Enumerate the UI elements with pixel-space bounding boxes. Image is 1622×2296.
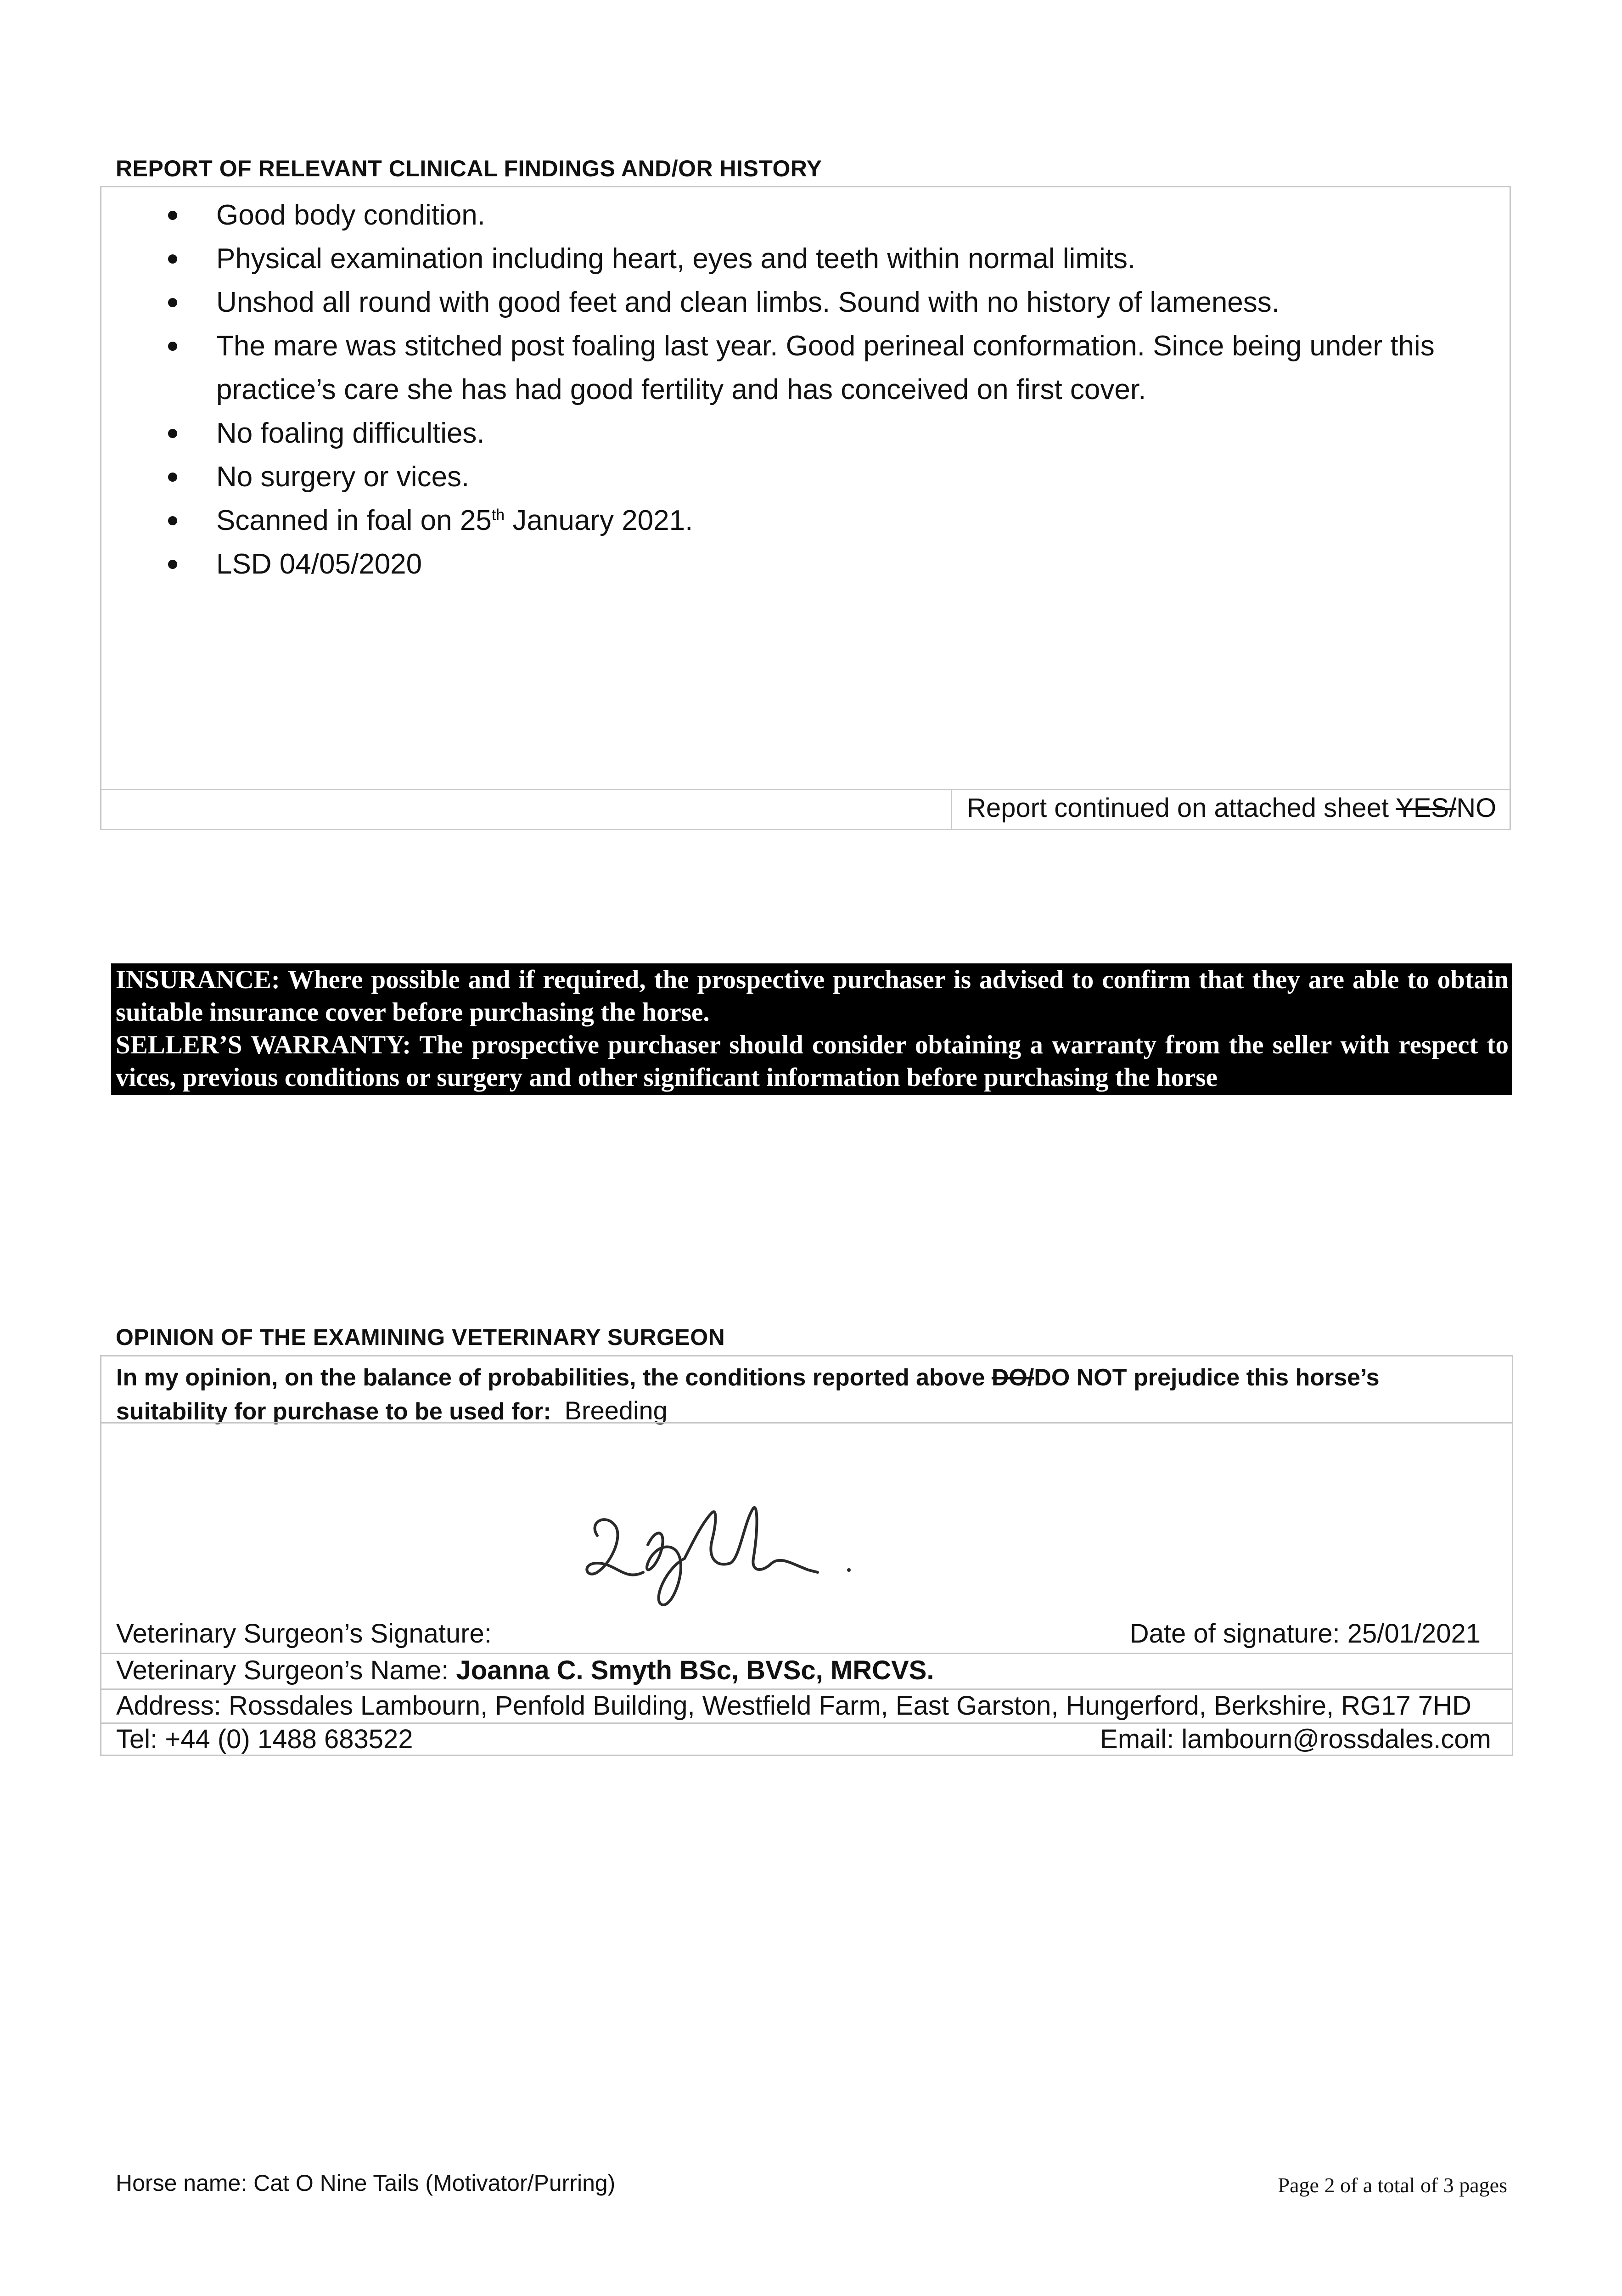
list-item: Good body condition. bbox=[101, 193, 1510, 237]
list-item: No surgery or vices. bbox=[101, 455, 1510, 499]
row-divider bbox=[101, 1653, 1512, 1654]
findings-box bbox=[100, 186, 1511, 830]
list-item: The mare was stitched post foaling last year. Good perineal conformation. Since being under this bbox=[101, 324, 1510, 368]
list-item-continuation: practice’s care she has had good fertility and has conceived on first cover. bbox=[216, 374, 1146, 405]
list-item-scan: Scanned in foal on 25th January 2021. bbox=[101, 499, 1510, 542]
surgeon-name: Joanna C. Smyth BSc, BVSc, MRCVS. bbox=[456, 1655, 934, 1685]
findings-heading: REPORT OF RELEVANT CLINICAL FINDINGS AND/OR HISTORY bbox=[116, 156, 822, 181]
row-divider bbox=[101, 1688, 1512, 1690]
insurance-notice bbox=[111, 963, 1512, 1095]
surgeon-email: Email: lambourn@rossdales.com bbox=[1100, 1724, 1491, 1754]
row-divider bbox=[101, 789, 1510, 790]
footer-horse-name: Horse name: Cat O Nine Tails (Motivator/Purring) bbox=[116, 2170, 616, 2196]
report-continued: Report continued on attached sheet YES/NO bbox=[967, 793, 1497, 823]
intended-use: Breeding bbox=[564, 1396, 668, 1425]
cell-divider bbox=[951, 789, 952, 830]
footer-page-number: Page 2 of a total of 3 pages bbox=[1278, 2173, 1507, 2197]
insurance-text: INSURANCE: Where possible and if required, the prospective purchaser is advised to confirm that they are able to obtain suitable insurance cover before purchasing the horse. bbox=[116, 965, 1509, 1027]
surgeon-tel: Tel: +44 (0) 1488 683522 bbox=[116, 1724, 413, 1754]
list-item: No foaling difficulties. bbox=[101, 411, 1510, 455]
row-divider bbox=[101, 1422, 1512, 1424]
list-item: Physical examination including heart, eyes and teeth within normal limits. bbox=[101, 237, 1510, 281]
opinion-box bbox=[100, 1355, 1513, 1756]
findings-list bbox=[101, 193, 1510, 586]
signature-date: Date of signature: 25/01/2021 bbox=[1129, 1619, 1481, 1649]
surgeon-address: Address: Rossdales Lambourn, Penfold Building, Westfield Farm, East Garston, Hungerford, Berkshire, RG17 7HD bbox=[116, 1691, 1471, 1721]
opinion-heading: OPINION OF THE EXAMINING VETERINARY SURGEON bbox=[116, 1324, 725, 1350]
surgeon-name-row: Veterinary Surgeon’s Name: Joanna C. Smyth BSc, BVSc, MRCVS. bbox=[116, 1655, 934, 1685]
signature-label: Veterinary Surgeon’s Signature: bbox=[116, 1619, 492, 1649]
list-item-lsd: LSD 04/05/2020 bbox=[101, 542, 1510, 586]
opinion-statement: In my opinion, on the balance of probabilities, the conditions reported above DO/DO NOT prejudice this horse’s suitability for purchase to be used for: Breeding bbox=[116, 1364, 1380, 1425]
warranty-text: SELLER’S WARRANTY: The prospective purchaser should consider obtaining a warranty from the seller with respect to vices, previous conditions or surgery and other significant information before purchasing the horse bbox=[116, 1030, 1509, 1092]
signature-image bbox=[579, 1494, 955, 1623]
list-item: Unshod all round with good feet and clean limbs. Sound with no history of lameness. bbox=[101, 281, 1510, 324]
